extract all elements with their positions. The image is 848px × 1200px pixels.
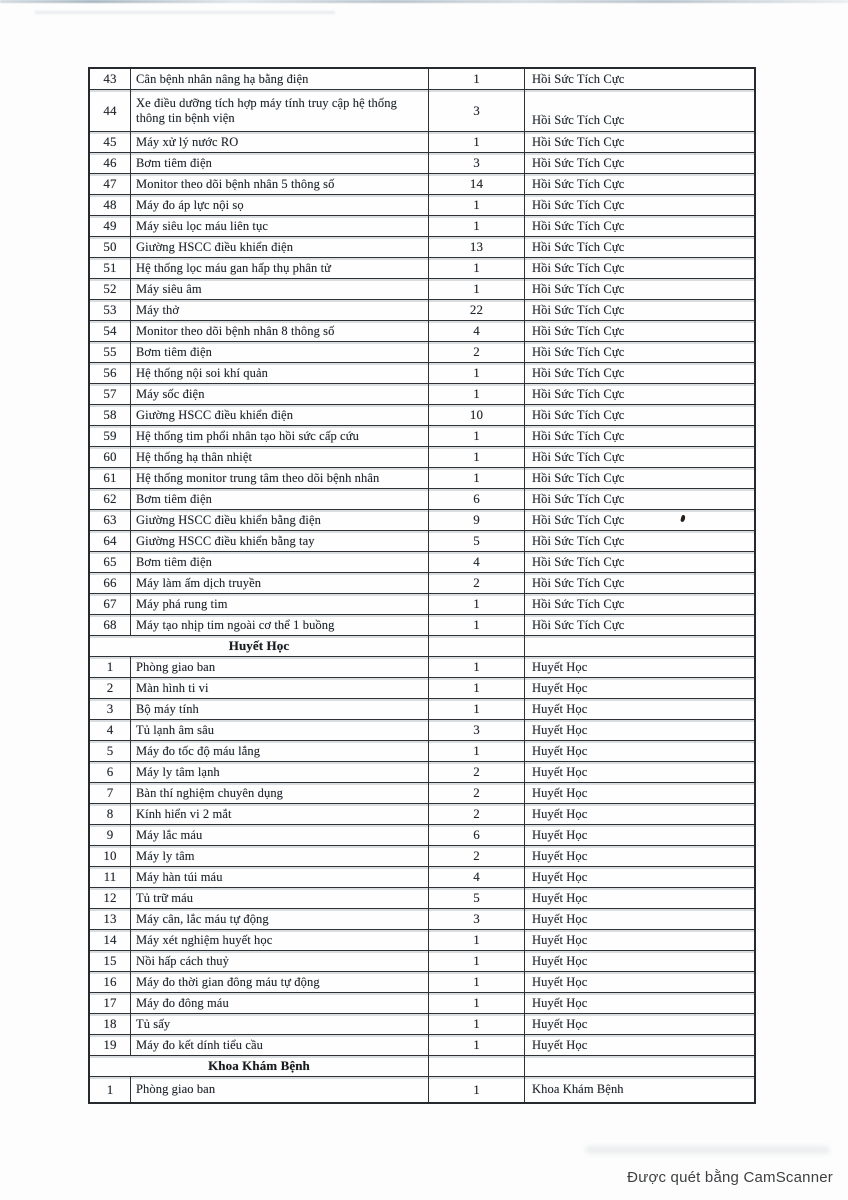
equipment-name-cell: Máy ly tâm lạnh [131,762,429,782]
equipment-name-cell: Máy đo áp lực nội sọ [131,195,429,215]
table-row [90,699,754,720]
equipment-name-cell: Bơm tiêm điện [131,489,429,509]
equipment-name-cell: Máy xét nghiệm huyết học [131,930,429,950]
row-number-cell: 49 [90,216,131,236]
table-row [90,153,754,174]
row-number-cell: 44 [90,90,131,131]
row-number-cell: 47 [90,174,131,194]
section-header-label: Khoa Khám Bệnh [90,1056,429,1076]
department-cell: Hồi Sức Tích Cực [532,554,625,569]
quantity-cell: 2 [429,762,525,782]
row-number-cell: 64 [90,531,131,551]
section-header-row [90,636,754,657]
department-cell: Hồi Sức Tích Cực [532,386,625,401]
quantity-cell: 14 [429,174,525,194]
department-cell: Huyết Học [532,701,588,716]
department-cell: Hồi Sức Tích Cực [532,575,625,590]
section-header-label: Huyết Học [90,636,429,656]
quantity-cell: 4 [429,552,525,572]
row-number-cell: 53 [90,300,131,320]
row-number-cell: 1 [90,1077,131,1102]
department-cell: Huyết Học [532,848,588,863]
equipment-table [88,67,756,1104]
department-cell: Hồi Sức Tích Cực [532,281,625,296]
department-cell: Hồi Sức Tích Cực [532,449,625,464]
row-number-cell: 45 [90,132,131,152]
table-row [90,237,754,258]
equipment-name-cell: Máy đo tốc độ máu lắng [131,741,429,761]
equipment-name-cell: Màn hình ti vi [131,678,429,698]
department-cell: Huyết Học [532,680,588,695]
department-cell: Hồi Sức Tích Cực [532,344,625,359]
quantity-cell: 3 [429,720,525,740]
quantity-cell: 2 [429,804,525,824]
row-number-cell: 4 [90,720,131,740]
department-cell: Huyết Học [532,785,588,800]
row-number-cell: 51 [90,258,131,278]
equipment-name-cell: Bàn thí nghiệm chuyên dụng [131,783,429,803]
equipment-name-cell: Hệ thống hạ thân nhiệt [131,447,429,467]
department-cell: Huyết Học [532,974,588,989]
equipment-name-cell: Tủ lạnh âm sâu [131,720,429,740]
table-row [90,69,754,90]
row-number-cell: 56 [90,363,131,383]
department-cell: Hồi Sức Tích Cực [532,218,625,233]
row-number-cell: 17 [90,993,131,1013]
table-row [90,1035,754,1056]
equipment-name-cell: Máy xử lý nước RO [131,132,429,152]
scan-artifact-footer-smudge [585,1146,830,1154]
department-cell: Hồi Sức Tích Cực [532,470,625,485]
table-row [90,531,754,552]
equipment-name-cell: Tủ sấy [131,1014,429,1034]
equipment-name-cell: Hệ thống lọc máu gan hấp thụ phân tử [131,258,429,278]
equipment-name-cell: Giường HSCC điều khiển điện [131,405,429,425]
department-cell: Huyết Học [532,827,588,842]
table-row [90,321,754,342]
quantity-cell: 1 [429,993,525,1013]
table-row [90,657,754,678]
row-number-cell: 50 [90,237,131,257]
row-number-cell: 60 [90,447,131,467]
table-row [90,384,754,405]
department-cell: Hồi Sức Tích Cực [532,71,625,86]
quantity-cell: 4 [429,867,525,887]
table-row [90,216,754,237]
equipment-name-cell: Bơm tiêm điện [131,342,429,362]
table-row [90,363,754,384]
table-row [90,846,754,867]
quantity-cell: 2 [429,573,525,593]
department-cell: Huyết Học [532,743,588,758]
quantity-cell: 1 [429,657,525,677]
department-cell: Hồi Sức Tích Cực [532,365,625,380]
quantity-cell: 3 [429,153,525,173]
department-cell: Hồi Sức Tích Cực [532,533,625,548]
table-row [90,993,754,1014]
quantity-cell: 1 [429,1035,525,1055]
section-header-row [90,1056,754,1077]
quantity-cell: 1 [429,678,525,698]
row-number-cell: 67 [90,594,131,614]
row-number-cell: 46 [90,153,131,173]
row-number-cell: 48 [90,195,131,215]
quantity-cell: 6 [429,825,525,845]
row-number-cell: 66 [90,573,131,593]
table-row [90,678,754,699]
equipment-name-cell: Máy siêu lọc máu liên tục [131,216,429,236]
table-row [90,552,754,573]
department-cell: Huyết Học [532,953,588,968]
row-number-cell: 18 [90,1014,131,1034]
equipment-name-cell: Cân bệnh nhân nâng hạ bằng điện [131,69,429,89]
department-cell: Huyết Học [532,659,588,674]
quantity-cell: 3 [429,90,525,131]
quantity-cell: 13 [429,237,525,257]
equipment-name-cell: Máy phá rung tim [131,594,429,614]
row-number-cell: 8 [90,804,131,824]
table-row [90,930,754,951]
quantity-cell: 1 [429,195,525,215]
equipment-name-cell: Tủ trữ máu [131,888,429,908]
department-cell: Huyết Học [532,722,588,737]
quantity-cell: 5 [429,531,525,551]
row-number-cell: 7 [90,783,131,803]
row-number-cell: 13 [90,909,131,929]
equipment-name-cell: Kính hiển vi 2 mắt [131,804,429,824]
quantity-cell: 5 [429,888,525,908]
department-cell: Huyết Học [532,806,588,821]
equipment-name-cell: Bơm tiêm điện [131,552,429,572]
table-row [90,510,754,531]
department-cell: Hồi Sức Tích Cực [532,113,625,127]
equipment-name-cell: Máy ly tâm [131,846,429,866]
quantity-cell: 1 [429,930,525,950]
quantity-cell: 4 [429,321,525,341]
quantity-cell: 3 [429,909,525,929]
scan-artifact-smudge [35,11,335,14]
quantity-cell: 1 [429,363,525,383]
table-row [90,762,754,783]
equipment-name-cell: Phòng giao ban [131,1077,429,1102]
quantity-cell: 1 [429,741,525,761]
equipment-name-cell: Máy thở [131,300,429,320]
quantity-cell: 2 [429,783,525,803]
row-number-cell: 10 [90,846,131,866]
department-cell: Khoa Khám Bệnh [532,1082,624,1096]
quantity-cell: 22 [429,300,525,320]
department-cell: Huyết Học [532,995,588,1010]
department-cell: Hồi Sức Tích Cực [532,134,625,149]
equipment-name-cell: Máy làm ấm dịch truyền [131,573,429,593]
equipment-name-cell: Máy sốc điện [131,384,429,404]
quantity-cell [429,636,525,656]
quantity-cell: 1 [429,132,525,152]
table-row [90,195,754,216]
table-row [90,405,754,426]
row-number-cell: 3 [90,699,131,719]
equipment-name-cell: Máy đo đông máu [131,993,429,1013]
table-row [90,804,754,825]
equipment-name-cell: Bơm tiêm điện [131,153,429,173]
table-row [90,279,754,300]
table-row [90,132,754,153]
table-row [90,300,754,321]
department-cell [525,636,754,656]
table-row [90,783,754,804]
department-cell: Huyết Học [532,1037,588,1052]
row-number-cell: 16 [90,972,131,992]
department-cell: Hồi Sức Tích Cực [532,617,625,632]
quantity-cell: 1 [429,594,525,614]
quantity-cell: 1 [429,615,525,635]
row-number-cell: 52 [90,279,131,299]
camscanner-watermark: Được quét bằng CamScanner [627,1169,833,1186]
equipment-name-cell: Hệ thống monitor trung tâm theo dõi bệnh nhân [131,468,429,488]
equipment-name-cell: Hệ thống tim phổi nhân tạo hồi sức cấp cứu [131,426,429,446]
equipment-name-cell: Monitor theo dõi bệnh nhân 5 thông số [131,174,429,194]
quantity-cell: 1 [429,69,525,89]
equipment-name-cell: Máy hàn túi máu [131,867,429,887]
department-cell: Hồi Sức Tích Cực [532,176,625,191]
department-cell: Hồi Sức Tích Cực [532,155,625,170]
quantity-cell: 2 [429,846,525,866]
table-row [90,1014,754,1035]
equipment-name-cell: Xe điều dưỡng tích hợp máy tính truy cập hệ thống thông tin bệnh viện [131,90,429,131]
table-row [90,447,754,468]
table-row [90,720,754,741]
department-cell: Huyết Học [532,932,588,947]
department-cell: Huyết Học [532,890,588,905]
equipment-name-cell: Giường HSCC điều khiển điện [131,237,429,257]
equipment-name-cell: Máy siêu âm [131,279,429,299]
department-cell: Huyết Học [532,764,588,779]
quantity-cell: 1 [429,972,525,992]
quantity-cell: 2 [429,342,525,362]
equipment-name-cell: Monitor theo dõi bệnh nhân 8 thông số [131,321,429,341]
department-cell: Hồi Sức Tích Cực [532,596,625,611]
row-number-cell: 6 [90,762,131,782]
table-row [90,741,754,762]
quantity-cell: 1 [429,1077,525,1102]
row-number-cell: 58 [90,405,131,425]
equipment-name-cell: Máy cân, lắc máu tự động [131,909,429,929]
department-cell: Hồi Sức Tích Cực [532,239,625,254]
quantity-cell: 6 [429,489,525,509]
department-cell: Hồi Sức Tích Cực [532,407,625,422]
quantity-cell: 1 [429,1014,525,1034]
table-row [90,489,754,510]
table-row [90,342,754,363]
quantity-cell: 1 [429,468,525,488]
table-row [90,258,754,279]
equipment-name-cell: Bộ máy tính [131,699,429,719]
table-row [90,573,754,594]
table-row [90,867,754,888]
table-row [90,426,754,447]
quantity-cell: 1 [429,699,525,719]
equipment-name-cell: Giường HSCC điều khiển bằng điện [131,510,429,530]
row-number-cell: 59 [90,426,131,446]
row-number-cell: 12 [90,888,131,908]
department-cell: Hồi Sức Tích Cực [532,491,625,506]
quantity-cell: 1 [429,216,525,236]
equipment-name-cell: Hệ thống nội soi khí quản [131,363,429,383]
quantity-cell: 9 [429,510,525,530]
row-number-cell: 9 [90,825,131,845]
department-cell: Huyết Học [532,911,588,926]
row-number-cell: 57 [90,384,131,404]
quantity-cell: 10 [429,405,525,425]
table-row [90,90,754,132]
department-cell: Hồi Sức Tích Cực [532,512,625,527]
row-number-cell: 5 [90,741,131,761]
table-row [90,174,754,195]
equipment-name-cell: Máy đo thời gian đông máu tự động [131,972,429,992]
table-row [90,888,754,909]
quantity-cell: 1 [429,447,525,467]
department-cell: Hồi Sức Tích Cực [532,197,625,212]
row-number-cell: 1 [90,657,131,677]
department-cell [525,1056,754,1076]
quantity-cell: 1 [429,951,525,971]
equipment-name-cell: Máy đo kết dính tiểu cầu [131,1035,429,1055]
equipment-name-cell: Giường HSCC điều khiển bằng tay [131,531,429,551]
department-cell: Huyết Học [532,1016,588,1031]
row-number-cell: 14 [90,930,131,950]
equipment-name-cell: Máy lắc máu [131,825,429,845]
table-row [90,951,754,972]
row-number-cell: 65 [90,552,131,572]
table-row [90,615,754,636]
department-cell: Hồi Sức Tích Cực [532,302,625,317]
department-cell: Huyết Học [532,869,588,884]
row-number-cell: 54 [90,321,131,341]
equipment-name-cell: Máy tạo nhịp tim ngoài cơ thể 1 buồng [131,615,429,635]
department-cell: Hồi Sức Tích Cực [532,260,625,275]
row-number-cell: 63 [90,510,131,530]
row-number-cell: 62 [90,489,131,509]
row-number-cell: 15 [90,951,131,971]
quantity-cell [429,1056,525,1076]
department-cell: Hồi Sức Tích Cực [532,323,625,338]
row-number-cell: 68 [90,615,131,635]
row-number-cell: 61 [90,468,131,488]
equipment-name-cell: Phòng giao ban [131,657,429,677]
table-row [90,909,754,930]
department-cell: Hồi Sức Tích Cực [532,428,625,443]
quantity-cell: 1 [429,384,525,404]
table-row [90,1077,754,1102]
table-row [90,468,754,489]
equipment-name-cell: Nồi hấp cách thuỷ [131,951,429,971]
quantity-cell: 1 [429,426,525,446]
table-row [90,825,754,846]
quantity-cell: 1 [429,279,525,299]
row-number-cell: 43 [90,69,131,89]
row-number-cell: 11 [90,867,131,887]
table-row [90,594,754,615]
row-number-cell: 55 [90,342,131,362]
row-number-cell: 19 [90,1035,131,1055]
scan-artifact-top-line [0,0,848,3]
quantity-cell: 1 [429,258,525,278]
table-row [90,972,754,993]
row-number-cell: 2 [90,678,131,698]
